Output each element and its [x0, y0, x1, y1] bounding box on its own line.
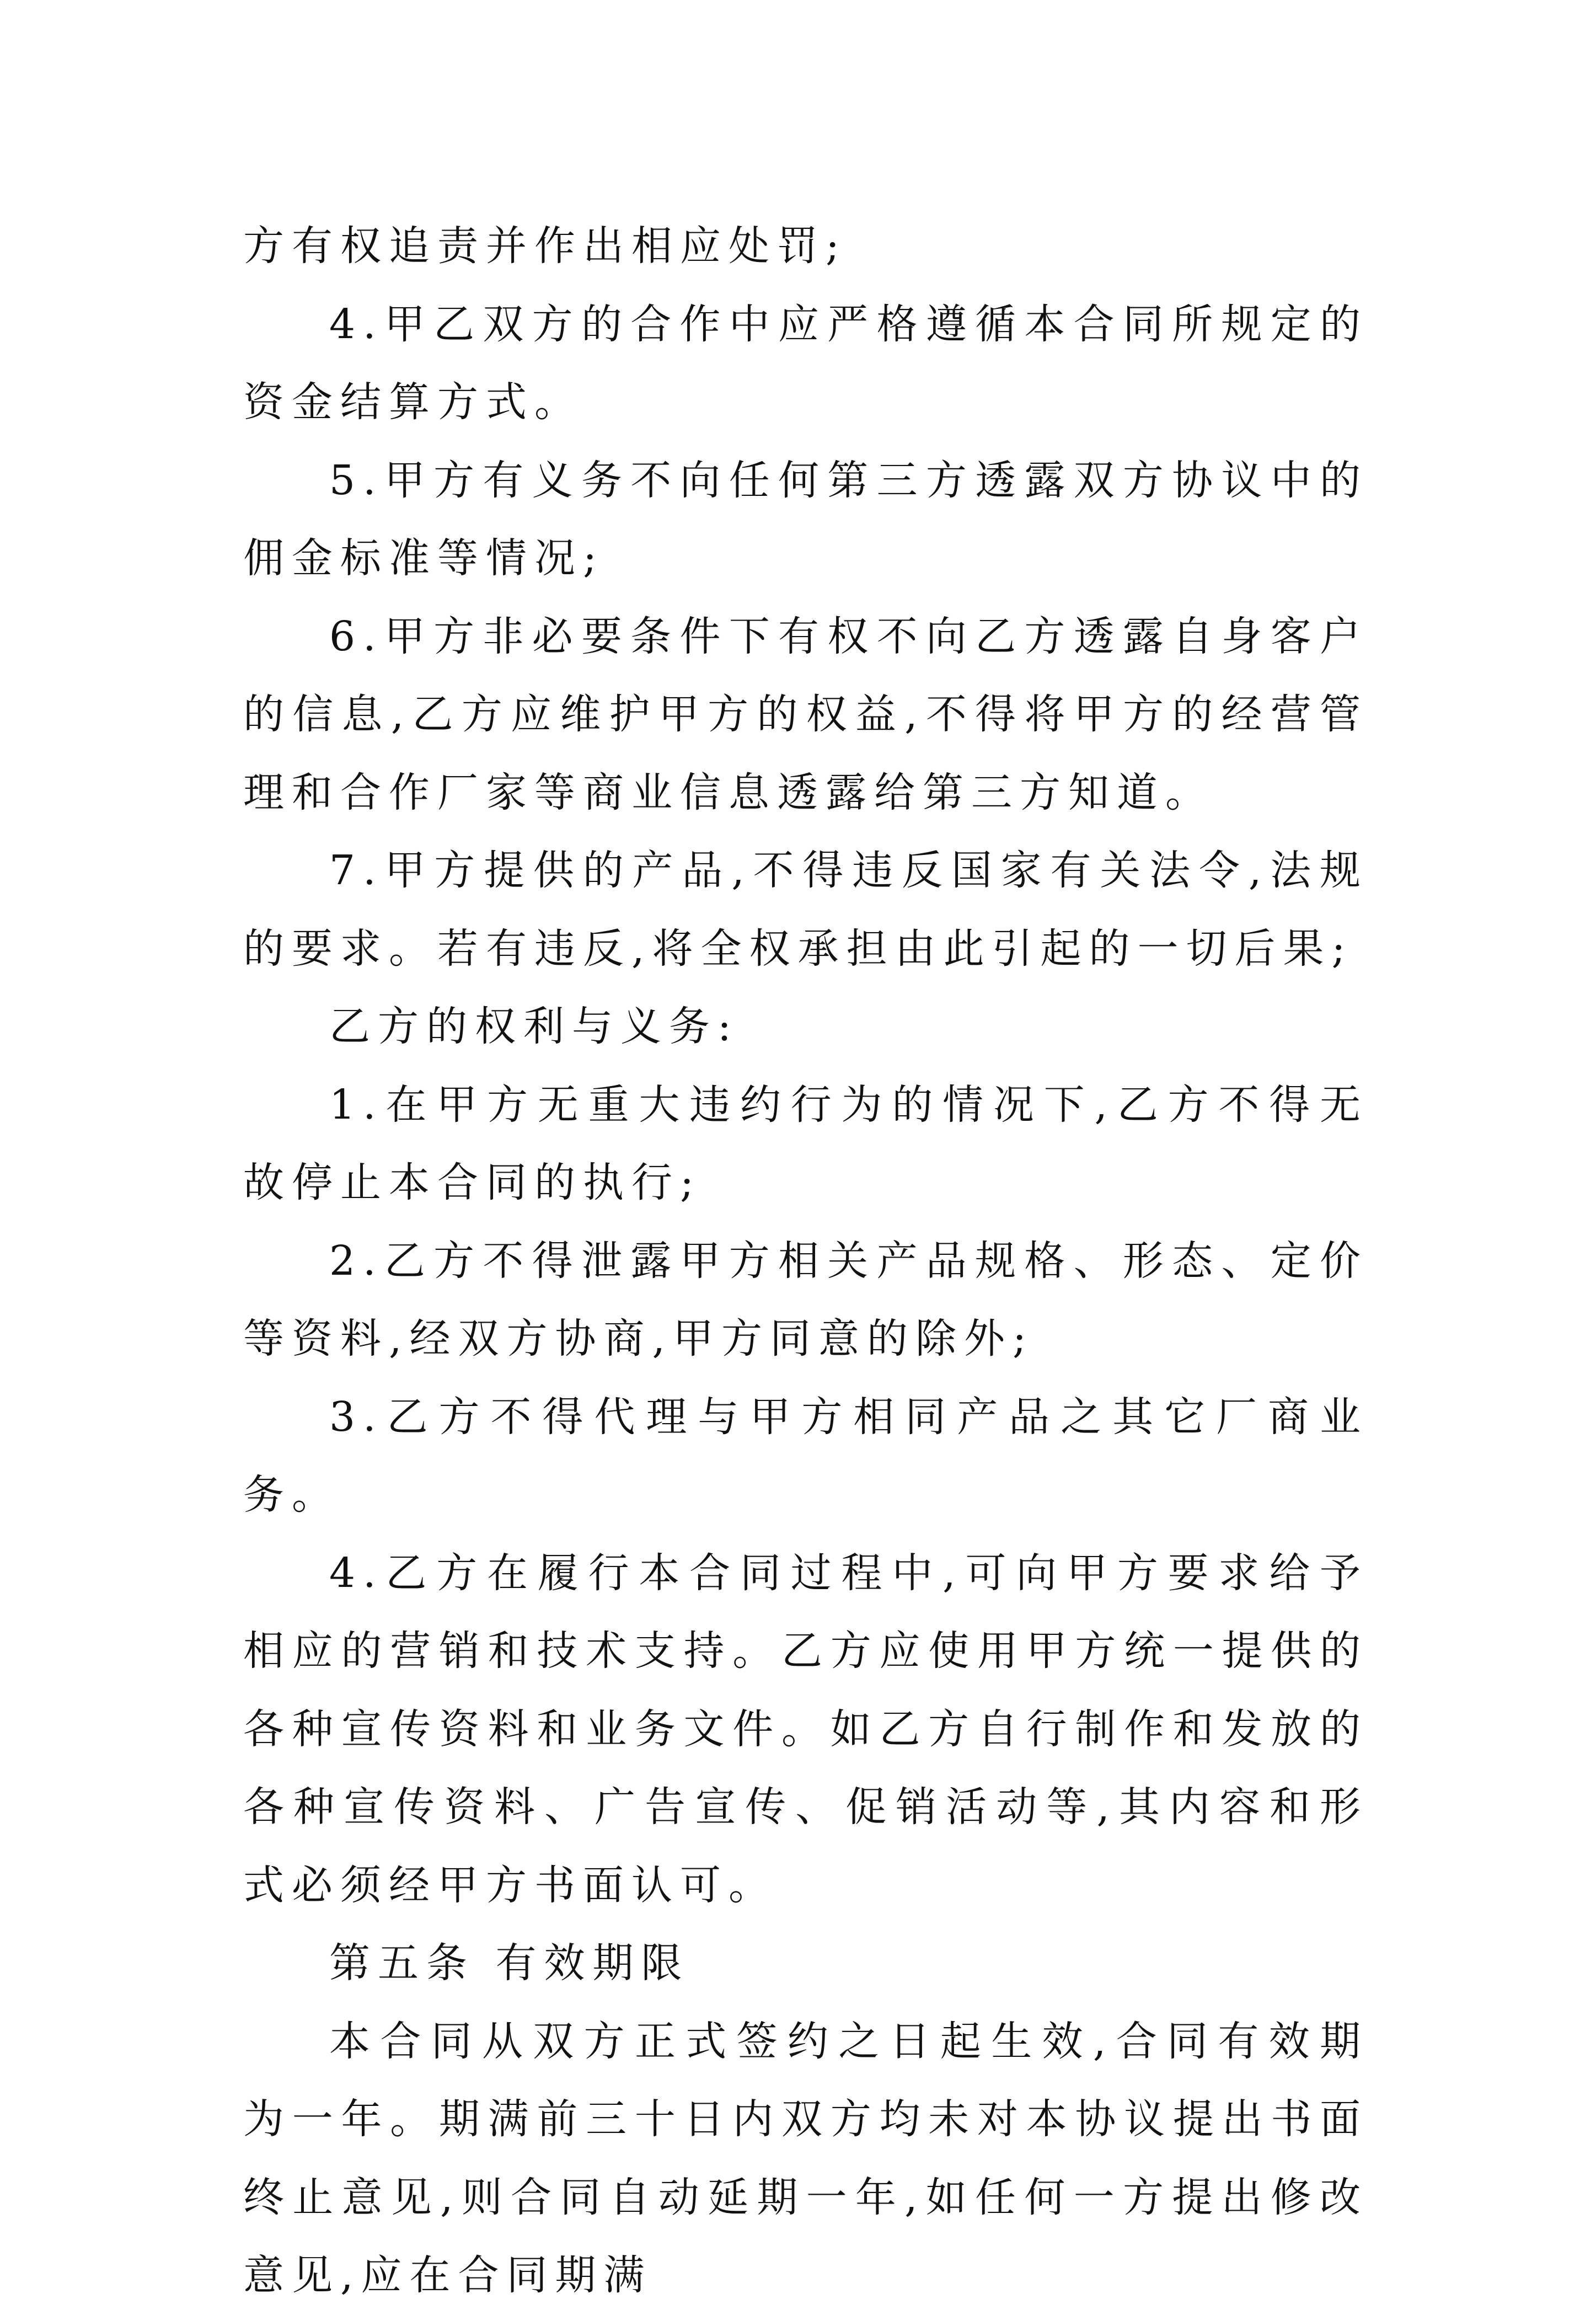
paragraph-3: 5.甲方有义务不向任何第三方透露双方协议中的佣金标准等情况;: [243, 456, 1368, 582]
contract-body: [243, 207, 1368, 2315]
article-five-heading: 第五条 有效期限: [329, 1939, 690, 1987]
paragraph-2: 4.甲乙双方的合作中应严格遵循本合同所规定的资金结算方式。: [243, 300, 1368, 426]
paragraph-1: 方有权追责并作出相应处罚;: [243, 222, 847, 270]
paragraph-5: 7.甲方提供的产品,不得违反国家有关法令,法规的要求。若有违反,将全权承担由此引起的一切后果;: [243, 847, 1368, 972]
paragraph-4: 6.甲方非必要条件下有权不向乙方透露自身客户的信息,乙方应维护甲方的权益,不得将甲方的经营管理和合作厂家等商业信息透露给第三方知道。: [243, 612, 1368, 816]
paragraph-9: 3.乙方不得代理与甲方相同产品之其它厂商业务。: [243, 1393, 1368, 1519]
paragraph-7: 1.在甲方无重大违约行为的情况下,乙方不得无故停止本合同的执行;: [243, 1081, 1368, 1206]
paragraph-12: 本合同从双方正式签约之日起生效,合同有效期为一年。期满前三十日内双方均未对本协议提出书面终止意见,则合同自动延期一年,如任何一方提出修改意见,应在合同期满: [243, 2017, 1368, 2299]
section-heading-party-b: 乙方的权利与义务:: [329, 1003, 739, 1050]
paragraph-10: 4.乙方在履行本合同过程中,可向甲方要求给予相应的营销和技术支持。乙方应使用甲方统一提供的各种宣传资料和业务文件。如乙方自行制作和发放的各种宣传资料、广告宣传、促销活动等,其内容和形式必须经甲方书面认可。: [243, 1549, 1368, 1909]
paragraph-8: 2.乙方不得泄露甲方相关产品规格、形态、定价等资料,经双方协商,甲方同意的除外;: [243, 1237, 1368, 1362]
